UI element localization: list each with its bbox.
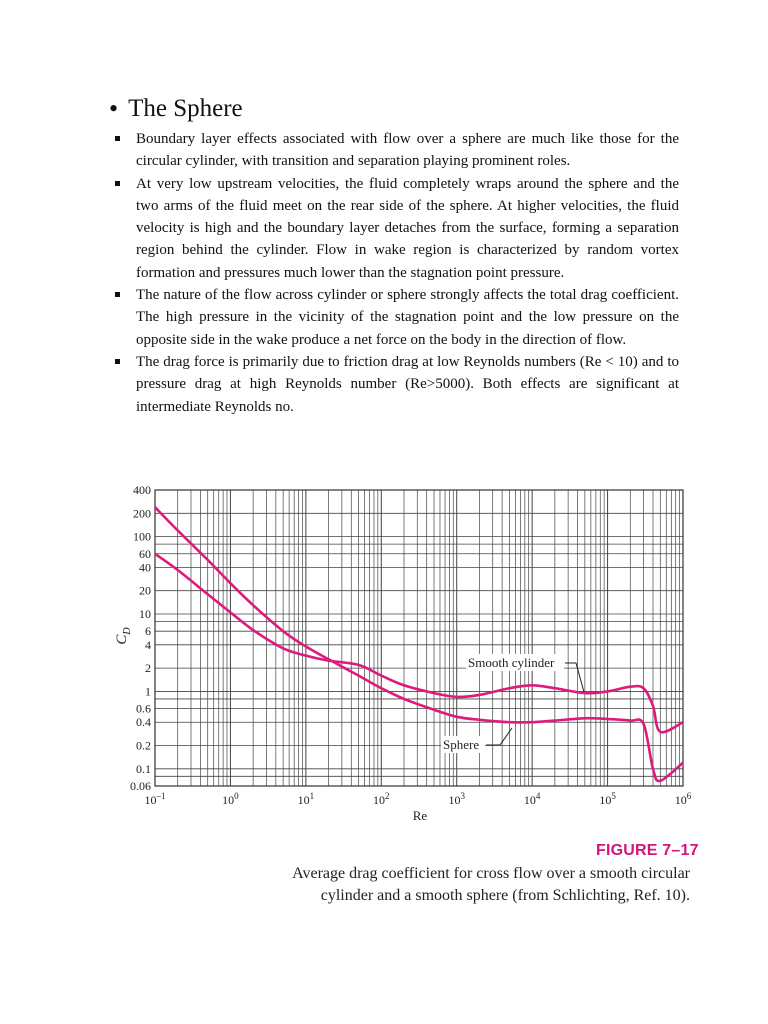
square-bullet-icon	[115, 292, 120, 297]
bullet-text: The nature of the flow across cylinder or sphere strongly affects the total drag coefficient. The high pressure in the vicinity of the stagnation point and the low pressure on the opposite side in the wake produce a net force on the body in the direction of flow.	[136, 287, 679, 348]
square-bullet-icon	[115, 181, 120, 186]
y-tick-label: 200	[133, 506, 151, 521]
figure-caption	[230, 863, 690, 907]
square-bullet-icon	[115, 136, 120, 141]
bullet-item-4	[113, 351, 679, 418]
x-tick-label: $10^1$	[297, 791, 315, 807]
y-tick-label: 60	[139, 546, 151, 561]
x-tick-label: $10^5$	[599, 791, 616, 807]
bullet-item-1	[113, 128, 679, 173]
y-tick-label: 2	[145, 661, 151, 676]
x-tick-label: $10^0$	[222, 791, 239, 807]
square-bullet-icon	[115, 359, 120, 364]
bullet-item-2	[113, 173, 679, 284]
y-tick-label: 0.06	[130, 779, 151, 793]
x-tick-label: $10^3$	[448, 791, 465, 807]
bullet-list	[113, 128, 679, 418]
heading-title: The Sphere	[128, 95, 243, 122]
grid-lines	[155, 490, 683, 786]
y-tick-label: 40	[139, 560, 151, 575]
y-tick-label: 0.2	[136, 738, 151, 753]
bullet-item-3	[113, 284, 679, 351]
x-tick-label: $10^{-1}$	[144, 791, 166, 807]
y-tick-label: 20	[139, 583, 151, 598]
bullet-text: At very low upstream velocities, the fluid completely wraps around the sphere and the two arms of the fluid meet on the rear side of the sphere. At higher velocities, the fluid velocity is high and the boundary layer detaches from the surface, forming a separation region behind the cylinder. Flow in wake region is characterized by random vortex formation and pressures much lower than the stagnation point pressure.	[136, 175, 679, 281]
y-tick-label: 400	[133, 483, 151, 497]
bullet-text: Boundary layer effects associated with flow over a sphere are much like those for the circular cylinder, with transition and separation playing prominent roles.	[136, 131, 679, 170]
y-tick-label: 0.4	[136, 715, 151, 730]
y-tick-label: 1	[145, 684, 151, 699]
y-tick-label: 0.6	[136, 701, 151, 716]
x-tick-label: $10^2$	[373, 791, 390, 807]
heading-bullet: •	[109, 94, 119, 123]
section-heading	[109, 92, 243, 126]
caption-line-2: cylinder and a smooth sphere (from Schlichting, Ref. 10).	[320, 887, 690, 904]
y-tick-label: 4	[145, 637, 151, 652]
y-tick-label: 100	[133, 529, 151, 544]
drag-coefficient-chart	[0, 470, 768, 840]
x-tick-label: $10^6$	[674, 791, 692, 807]
leader-line-sphere	[486, 728, 512, 745]
caption-line-1: Average drag coefficient for cross flow over a smooth circular	[292, 865, 690, 882]
y-tick-label: 6	[145, 624, 151, 639]
series-label-smooth-cylinder: Smooth cylinder	[468, 655, 555, 670]
figure-label: FIGURE 7–17	[596, 842, 699, 859]
y-tick-label: 0.1	[136, 761, 151, 776]
x-axis-label: Re	[412, 808, 428, 823]
bullet-text: The drag force is primarily due to friction drag at low Reynolds numbers (Re < 10) and to pressure drag at high Reynolds number (Re>5000). Both effects are significant at intermediate Reynolds no.	[136, 353, 679, 415]
y-axis-label: $C_D$	[114, 627, 133, 645]
x-tick-label: $10^4$	[523, 791, 541, 807]
series-label-sphere: Sphere	[443, 737, 480, 752]
y-tick-label: 10	[139, 607, 151, 622]
